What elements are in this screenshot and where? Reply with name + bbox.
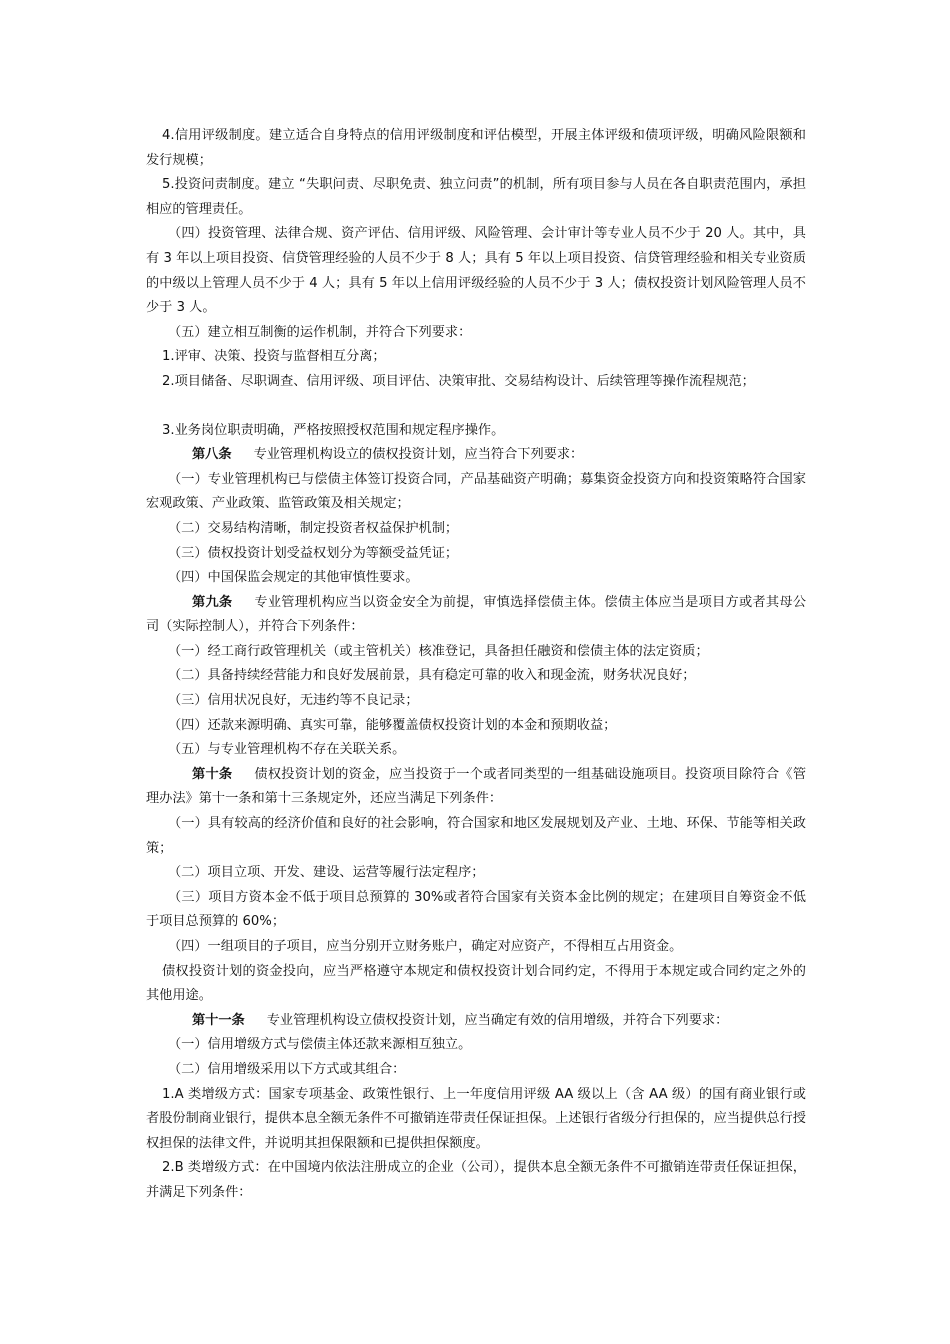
list-item: 2.项目储备、尽职调查、信用评级、项目评估、决策审批、交易结构设计、后续管理等操作流程规范； <box>162 373 755 389</box>
paragraph-accountability: 5.投资问责制度。建立 “失职问责、尽职免责、独立问责”的机制，所有项目参与人员在各自职责范围内，承担相应的管理责任。 <box>146 177 806 217</box>
article-10 <box>146 763 806 812</box>
list-item: （一）信用增级方式与偿债主体还款来源相互独立。 <box>168 1037 472 1053</box>
list-item: （一）具有较高的经济价值和良好的社会影响，符合国家和地区发展规划及产业、土地、环保、节能等相关政策； <box>146 816 806 856</box>
article-title: 第十条 <box>192 766 233 782</box>
list-item: （四）还款来源明确、真实可靠，能够覆盖债权投资计划的本金和预期收益； <box>168 717 617 733</box>
list-item: 3.业务岗位职责明确，严格按照授权范围和规定程序操作。 <box>162 422 505 438</box>
list-item: （二）信用增级采用以下方式或其组合： <box>168 1061 406 1077</box>
list-item: （二）交易结构清晰，制定投资者权益保护机制； <box>168 520 459 536</box>
list-item: （四）一组项目的子项目，应当分别开立财务账户，确定对应资产，不得相互占用资金。 <box>168 939 683 954</box>
list-item: 2.B 类增级方式：在中国境内依法注册成立的企业（公司），提供本息全额无条件不可撤销连带责任保证担保，并满足下列条件： <box>146 1160 806 1200</box>
paragraph-operation-mechanism: （五）建立相互制衡的运作机制，并符合下列要求： <box>168 324 472 340</box>
article-text: 专业管理机构设立的债权投资计划，应当符合下列要求： <box>253 447 584 463</box>
list-item: 1.评审、决策、投资与监督相互分离； <box>162 349 386 365</box>
list-item: （三）信用状况良好，无违约等不良记录； <box>168 693 419 709</box>
article-9 <box>146 591 806 640</box>
list-item: （三）项目方资本金不低于项目总预算的 30%或者符合国家有关资本金比例的规定；在建项目自筹资金不低于项目总预算的 60%； <box>146 889 806 930</box>
article-text: 专业管理机构应当以资金安全为前提，审慎选择偿债主体。偿债主体应当是项目方或者其母公司（实际控制人），并符合下列条件： <box>146 594 807 635</box>
list-item: （一）经工商行政管理机关（或主管机关）核准登记，具备担任融资和偿债主体的法定资质； <box>168 643 709 659</box>
article-title: 第九条 <box>192 594 233 610</box>
paragraph-fund-usage: 债权投资计划的资金投向，应当严格遵守本规定和债权投资计划合同约定，不得用于本规定或合同约定之外的其他用途。 <box>146 963 806 1004</box>
article-text: 专业管理机构设立债权投资计划，应当确定有效的信用增级，并符合下列要求： <box>266 1012 729 1028</box>
article-11 <box>146 1009 806 1034</box>
list-item: （五）与专业管理机构不存在关联关系。 <box>168 742 406 758</box>
list-item: （二）具备持续经营能力和良好发展前景，具有稳定可靠的收入和现金流，财务状况良好； <box>168 668 696 684</box>
paragraph-staff-requirements: （四）投资管理、法律合规、资产评估、信用评级、风险管理、会计审计等专业人员不少于 20 人。其中，具有 3 年以上项目投资、信贷管理经验的人员不少于 8 人；具有 5 年以上项目投资、信贷管理经验和相关专业资质的中级以上管理人员不少于 4 人；具有 5 年以上信用评级经验的人员不少于 3 人；债权投资计划风险管理人员不少于 3 人。 <box>146 226 806 316</box>
article-title: 第十一条 <box>192 1012 245 1028</box>
list-item: （一）专业管理机构已与偿债主体签订投资合同，产品基础资产明确；募集资金投资方向和投资策略符合国家宏观政策、产业政策、监管政策及相关规定； <box>146 471 806 512</box>
blank-line <box>146 395 806 419</box>
paragraph-credit-rating: 4.信用评级制度。建立适合自身特点的信用评级制度和评估模型，开展主体评级和债项评级，明确风险限额和发行规模； <box>146 128 806 168</box>
list-item: 1.A 类增级方式：国家专项基金、政策性银行、上一年度信用评级 AA 级以上（含 AA 级）的国有商业银行或者股份制商业银行，提供本息全额无条件不可撤销连带责任保证担保。上述银行省级分行担保的，应当提供总行授权担保的法律文件，并说明其担保限额和已提供担保额度。 <box>146 1086 806 1151</box>
article-title: 第八条 <box>192 447 232 463</box>
article-8 <box>146 443 806 468</box>
document-page <box>146 124 806 1206</box>
list-item: （二）项目立项、开发、建设、运营等履行法定程序； <box>168 865 485 881</box>
list-item: （四）中国保监会规定的其他审慎性要求。 <box>168 570 419 586</box>
list-item: （三）债权投资计划受益权划分为等额受益凭证； <box>168 545 459 561</box>
article-text: 债权投资计划的资金，应当投资于一个或者同类型的一组基础设施项目。投资项目除符合《管理办法》第十一条和第十三条规定外，还应当满足下列条件： <box>146 766 807 807</box>
